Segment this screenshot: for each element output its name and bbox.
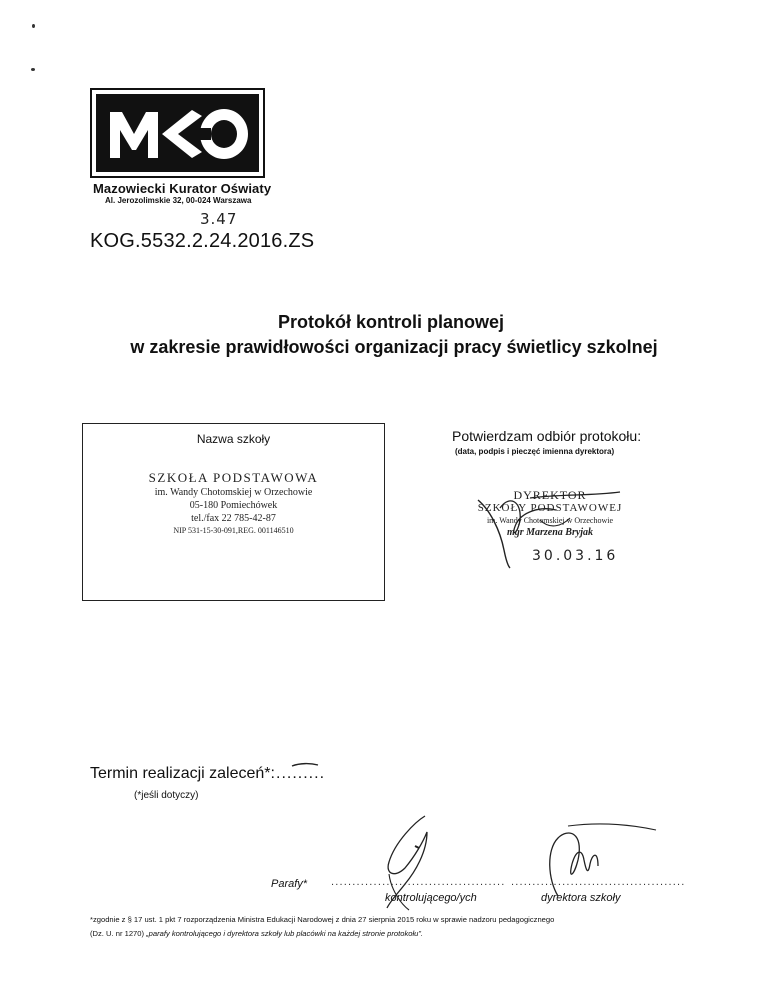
handwritten-annotation: 3.47 <box>200 210 238 228</box>
reference-number: KOG.5532.2.24.2016.ZS <box>90 230 315 252</box>
initials-label: Parafy* <box>271 878 308 890</box>
school-name-box <box>82 423 385 601</box>
footnote-source: (Dz. U. nr 1270) <box>90 929 147 938</box>
kuratorium-logo <box>90 88 265 178</box>
footnote-line: *zgodnie z § 17 ust. 1 pkt 7 rozporządzenia Ministra Edukacji Narodowej z dnia 27 sierpnia 2015 roku w sprawie nadzoru pedagogicznego <box>90 915 555 924</box>
handwritten-date: 30.03.16 <box>532 548 619 564</box>
school-stamp <box>83 470 384 537</box>
school-name-label: Nazwa szkoły <box>196 432 271 446</box>
controller-label: kontrolującego/ych <box>385 892 477 904</box>
document-title: Protokół kontroli planowej <box>277 312 504 332</box>
director-signature-line: ......................................... <box>511 876 686 888</box>
org-name: Mazowiecki Kurator Oświaty <box>93 181 272 196</box>
org-address: Al. Jerozolimskie 32, 00-024 Warszawa <box>105 196 252 205</box>
deadline-dots: ......... <box>276 765 326 782</box>
stamp-line: im. Wandy Chotomskiej w Orzechowie <box>154 487 313 498</box>
director-initials <box>528 820 658 900</box>
director-stamp-line: im. Wandy Chotomskiej w Orzechowie <box>486 516 614 525</box>
director-stamp-title: DYREKTOR <box>513 488 587 502</box>
director-stamp-line: SZKOŁY PODSTAWOWEJ <box>477 502 623 514</box>
director-label: dyrektora szkoły <box>541 892 621 904</box>
footnote-line <box>90 929 710 938</box>
deadline-note: (*jeśli dotyczy) <box>134 790 199 801</box>
document-subtitle: w zakresie prawidłowości organizacji pracy świetlicy szkolnej <box>130 337 658 357</box>
stamp-line: tel./fax 22 785-42-87 <box>191 513 276 524</box>
receipt-confirmation-label: Potwierdzam odbiór protokołu: <box>452 428 642 444</box>
director-stamp-name: mgr Marzena Bryjak <box>506 527 594 538</box>
deadline-label: Termin realizacji zaleceń*: <box>90 765 275 782</box>
stamp-line: SZKOŁA PODSTAWOWA <box>148 470 319 485</box>
scan-speck <box>32 24 35 28</box>
receipt-confirmation-note: (data, podpis i pieczęć imienna dyrektora) <box>455 447 615 456</box>
controller-signature-line: ......................................... <box>331 876 506 888</box>
stamp-line: 05-180 Pomiechówek <box>189 500 278 511</box>
footnote-quote: „parafy kontrolującego i dyrektora szkoły lub placówki na każdej stronie protokołu”. <box>146 929 424 938</box>
mko-logo-mark <box>96 94 259 172</box>
controller-initials <box>365 812 445 912</box>
scan-speck <box>31 68 35 71</box>
stamp-line: NIP 531-15-30-091,REG. 001146510 <box>173 526 294 535</box>
deadline-dash-mark <box>290 760 320 770</box>
